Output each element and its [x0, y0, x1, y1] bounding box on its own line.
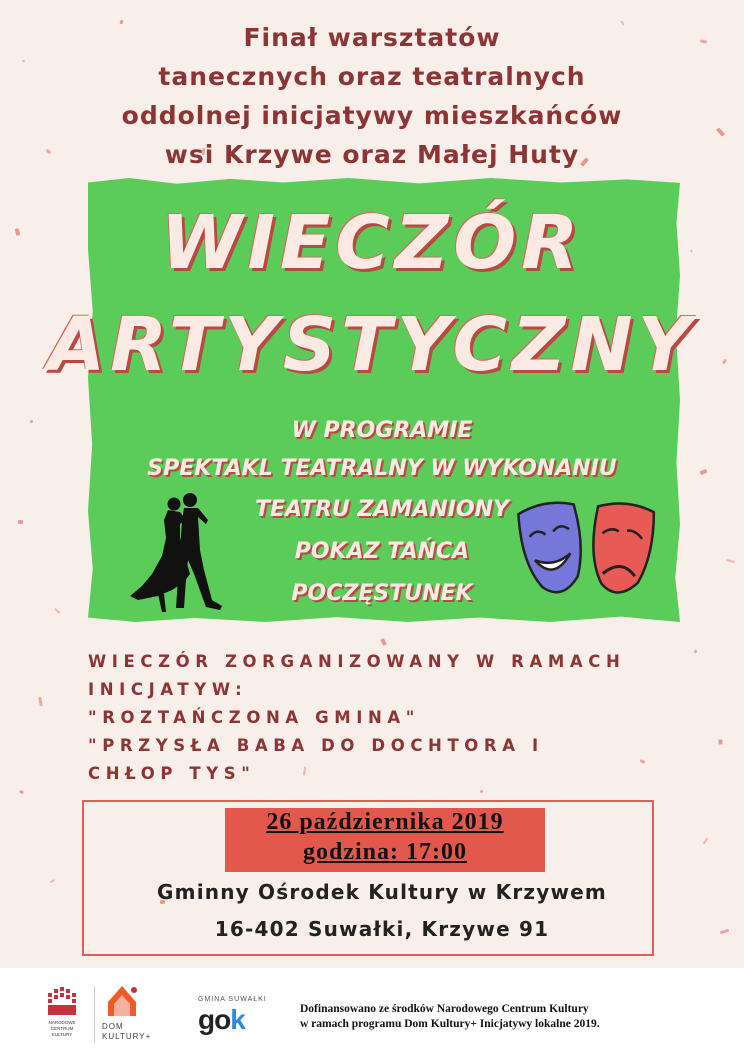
- dom-kultury-logo-text: [102, 1022, 172, 1042]
- theatre-masks-icon: [516, 500, 658, 604]
- funding-line: Dofinansowano ze środków Narodowego Centrum Kultury: [300, 1003, 589, 1015]
- gok-logo-main: go: [198, 1004, 231, 1035]
- event-address: 16-402 Suwałki, Krzywe 91: [214, 917, 550, 941]
- nck-line: KULTURY: [51, 1032, 73, 1037]
- footer-divider: [94, 986, 95, 1044]
- nck-line: CENTRUM: [50, 1026, 74, 1031]
- intro-line: tanecznych oraz teatralnych: [158, 62, 586, 91]
- program-item: TEATRU ZAMANIONY: [255, 497, 509, 522]
- nck-logo-text: [40, 1020, 84, 1038]
- program-heading: W PROGRAMIE: [291, 418, 473, 443]
- dk-line: DOM: [102, 1022, 124, 1031]
- event-time: godzina: 17:00: [303, 839, 467, 865]
- background-speck: [703, 838, 709, 845]
- organizers-line: "PRZYSŁA BABA DO DOCHTORA I: [88, 736, 544, 755]
- organizers-line: "ROZTAŃCZONA GMINA": [88, 708, 420, 727]
- dom-kultury-logo-icon: [104, 982, 140, 1018]
- headline-line-1: WIECZÓR: [160, 200, 584, 286]
- organizers-line: CHŁOP TYS": [88, 764, 256, 783]
- gok-logo-k: k: [230, 1004, 245, 1035]
- intro-text: [0, 18, 744, 174]
- background-speck: [718, 739, 722, 744]
- dancing-couple-icon: [128, 490, 228, 614]
- background-speck: [380, 638, 387, 646]
- background-speck: [693, 649, 697, 653]
- program-item: POKAZ TAŃCA: [294, 539, 470, 564]
- dk-line: KULTURY+: [102, 1032, 152, 1041]
- background-speck: [19, 790, 24, 794]
- intro-line: oddolnej inicjatywy mieszkańców: [121, 101, 623, 130]
- gok-logo: [198, 1004, 245, 1036]
- background-speck: [38, 697, 43, 706]
- gok-logo-caption: GMINA SUWAŁKI: [198, 996, 267, 1003]
- organizers-text: [88, 648, 688, 788]
- intro-line: wsi Krzywe oraz Małej Huty: [164, 140, 580, 169]
- organizers-line: INICJATYW:: [88, 680, 248, 699]
- program-item: SPEKTAKL TEATRALNY W WYKONANIU: [147, 456, 617, 481]
- organizers-line: WIECZÓR ZORGANIZOWANY W RAMACH: [88, 652, 626, 671]
- event-venue: Gminny Ośrodek Kultury w Krzywem: [157, 880, 607, 904]
- background-speck: [54, 608, 61, 614]
- intro-line: Finał warsztatów: [243, 23, 501, 52]
- event-date: 26 października 2019: [266, 809, 504, 835]
- background-speck: [479, 789, 483, 793]
- nck-line: NARODOWE: [48, 1020, 76, 1025]
- program-item: POCZĘSTUNEK: [291, 581, 473, 606]
- funding-line: w ramach programu Dom Kultury+ Inicjatywy lokalne 2019.: [300, 1018, 600, 1030]
- headline-line-2: ARTYSTYCZNY: [47, 302, 697, 388]
- funding-note: [300, 1002, 720, 1032]
